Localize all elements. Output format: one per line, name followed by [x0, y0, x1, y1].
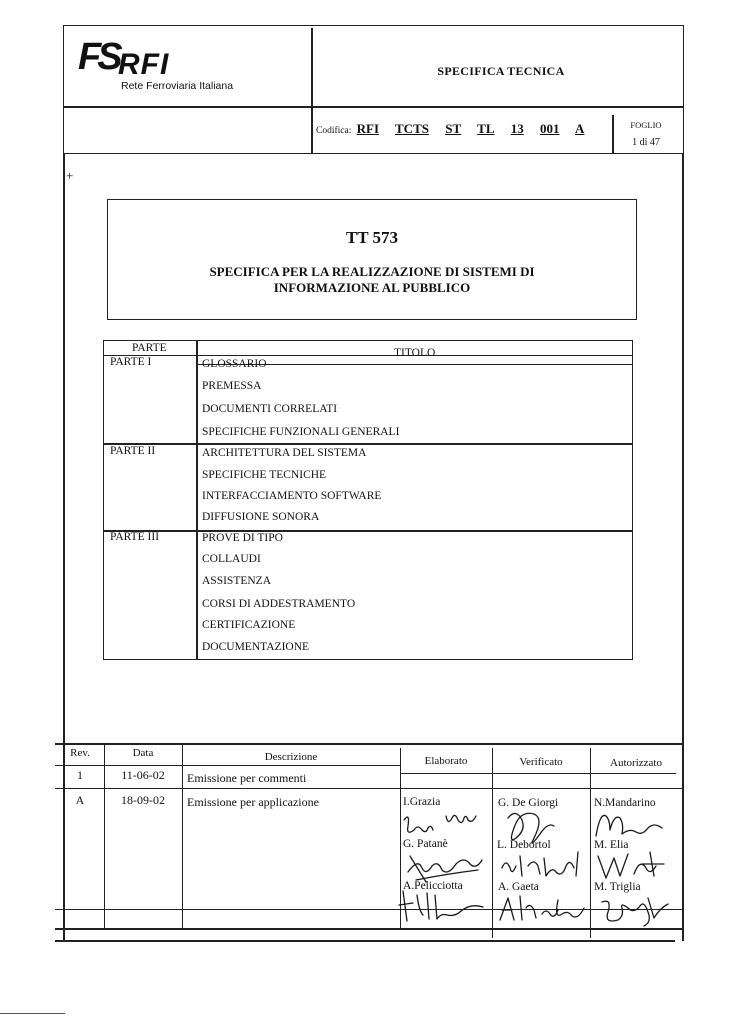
elaborato-name: A.Pelicciotta [403, 880, 463, 892]
rev-value: A [75, 793, 85, 807]
date-value: 18-09-02 [121, 793, 165, 807]
part-divider [103, 530, 633, 532]
page-edge-line [0, 1013, 65, 1014]
codifica-part: RFI [356, 121, 379, 136]
document-code: TT 573 [345, 228, 399, 247]
contents-item: SPECIFICHE TECNICHE [202, 469, 327, 481]
codifica-part: 13 [510, 121, 524, 136]
codifica-part: TCTS [395, 121, 429, 136]
rev-header: Rev. [70, 747, 90, 759]
rev-row-line [400, 773, 676, 774]
codifica [316, 121, 597, 137]
codifica-part: 001 [540, 121, 560, 136]
title-header: TITOLO [394, 347, 436, 359]
rev-value: 1 [77, 768, 83, 782]
contents-item: SPECIFICHE FUNZIONALI GENERALI [202, 426, 400, 438]
contents-item: DIFFUSIONE SONORA [202, 511, 320, 523]
document-title [108, 264, 636, 296]
verif-header: Verificato [519, 756, 563, 768]
elaborato-name: G. Patanè [403, 838, 448, 850]
contents-item: PROVE DI TIPO [202, 532, 283, 544]
contents-item: ASSISTENZA [202, 575, 272, 587]
rev-row-line [55, 788, 683, 789]
signature-pelicciotta [395, 885, 490, 925]
contents-item: ARCHITETTURA DEL SISTEMA [202, 447, 367, 459]
header-divider-h [63, 106, 684, 108]
rfi-logo-text: RFI [118, 48, 170, 81]
verificato-name: A. Gaeta [498, 881, 539, 893]
part-name: PARTE I [110, 356, 152, 368]
date-header: Data [132, 747, 154, 759]
document-title-line2: INFORMAZIONE AL PUBBLICO [273, 280, 471, 295]
rev-row-line [55, 765, 400, 766]
contents-item: DOCUMENTAZIONE [202, 641, 310, 653]
part-name: PARTE III [110, 531, 160, 543]
rev-row-line [55, 928, 683, 930]
verificato-name: G. De Giorgi [498, 797, 559, 809]
rev-col-line [104, 743, 105, 928]
document-title-line1: SPECIFICA PER LA REALIZZAZIONE DI SISTEMI DI [209, 264, 535, 279]
signature-gaeta [496, 890, 590, 926]
desc-value: Emissione per applicazione [187, 795, 319, 809]
rev-col-line [182, 743, 183, 928]
part-divider [103, 443, 633, 445]
signature-triglia [596, 892, 676, 928]
signature-patane [402, 850, 492, 886]
rev-table-top [55, 743, 683, 745]
signature-grazia [400, 808, 490, 838]
contents-item: DOCUMENTI CORRELATI [202, 403, 338, 415]
contents-item: PREMESSA [202, 380, 262, 392]
codifica-part: ST [445, 121, 462, 136]
rev-col-line [590, 748, 591, 938]
codifica-part: TL [477, 121, 495, 136]
signature-elia [592, 848, 672, 882]
elab-header: Elaborato [424, 755, 468, 767]
page-frame-right [682, 154, 684, 941]
contents-item: CERTIFICAZIONE [202, 619, 296, 631]
elaborato-name: I.Grazia [403, 796, 441, 808]
fs-logo-icon: FS [78, 36, 119, 78]
codifica-part: A [575, 121, 585, 136]
autorizzato-name: M. Elia [594, 839, 629, 851]
margin-mark: + [66, 168, 74, 183]
part-header: PARTE [132, 342, 167, 354]
desc-value: Emissione per commenti [187, 771, 307, 785]
signature-mandarino [590, 806, 670, 842]
part-name: PARTE II [110, 445, 156, 457]
doc-type: SPECIFICA TECNICA [437, 64, 565, 78]
company-name: Rete Ferroviaria Italiana [121, 80, 234, 92]
codifica-label: Codifica: [316, 126, 352, 136]
contents-item: COLLAUDI [202, 553, 261, 565]
foglio-label: FOGLIO [630, 120, 662, 130]
date-value: 11-06-02 [121, 768, 165, 782]
verificato-name: L. Debortol [497, 839, 551, 851]
page-frame-left [63, 154, 65, 941]
autorizzato-name: M. Triglia [594, 881, 641, 893]
rev-col-line [492, 748, 493, 938]
contents-col-divider [196, 340, 198, 660]
contents-header-divider [103, 355, 633, 356]
foglio-value: 1 di 47 [632, 137, 660, 148]
contents-item: INTERFACCIAMENTO SOFTWARE [202, 490, 382, 502]
rev-table-bottom [55, 940, 675, 942]
desc-header: Descrizione [264, 751, 318, 763]
auth-header: Autorizzato [610, 757, 662, 769]
contents-item: CORSI DI ADDESTRAMENTO [202, 598, 356, 610]
contents-item: GLOSSARIO [202, 358, 267, 370]
signature-debortol [498, 848, 588, 880]
signature-degiorgi [500, 800, 560, 850]
header-divider-v [311, 28, 313, 154]
autorizzato-name: N.Mandarino [594, 797, 656, 809]
title-box [107, 199, 637, 320]
